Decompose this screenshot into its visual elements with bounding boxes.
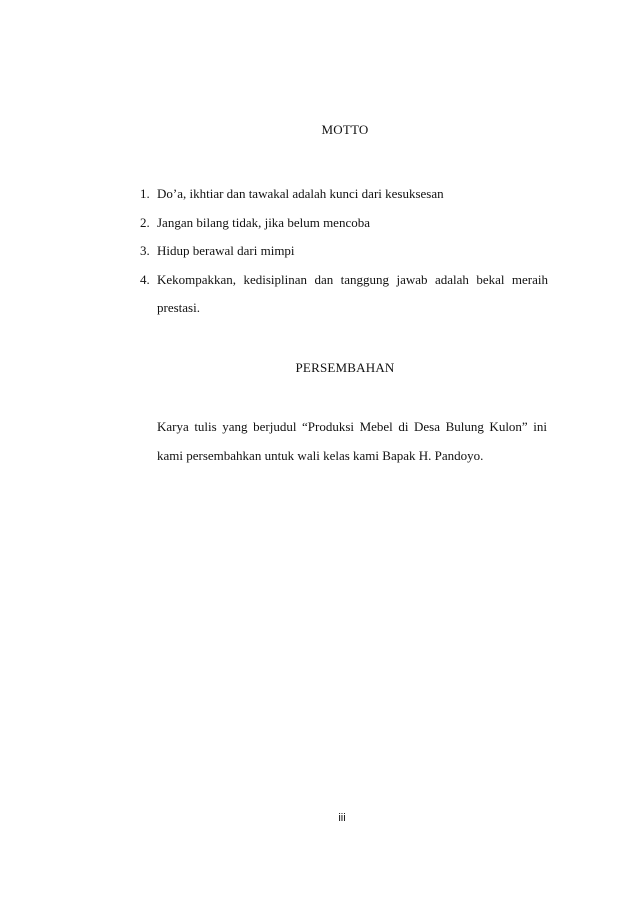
list-item-number: 3. <box>140 243 150 258</box>
persembahan-heading: PERSEMBAHAN <box>295 360 395 375</box>
list-item <box>140 209 548 238</box>
list-item-text: Kekompakkan, kedisiplinan dan tanggung jawab adalah bekal meraih prestasi. <box>157 271 548 315</box>
motto-list <box>140 180 548 323</box>
list-item <box>140 266 548 323</box>
list-item-text: Hidup berawal dari mimpi <box>157 243 295 258</box>
dedication-paragraph: Karya tulis yang berjudul “Produksi Mebel di Desa Bulung Kulon” ini kami persembahkan untuk wali kelas kami Bapak H. Pandoyo. <box>157 419 547 463</box>
list-item-number: 1. <box>140 186 150 201</box>
list-item-number: 4. <box>140 271 150 287</box>
list-item-number: 2. <box>140 214 150 230</box>
motto-heading: MOTTO <box>321 122 369 137</box>
page-number: iii <box>338 812 346 824</box>
list-item-text: Jangan bilang tidak, jika belum mencoba <box>157 214 370 230</box>
list-item-text: Do’a, ikhtiar dan tawakal adalah kunci dari kesuksesan <box>157 186 444 201</box>
list-item <box>140 237 548 266</box>
list-item <box>140 180 548 209</box>
